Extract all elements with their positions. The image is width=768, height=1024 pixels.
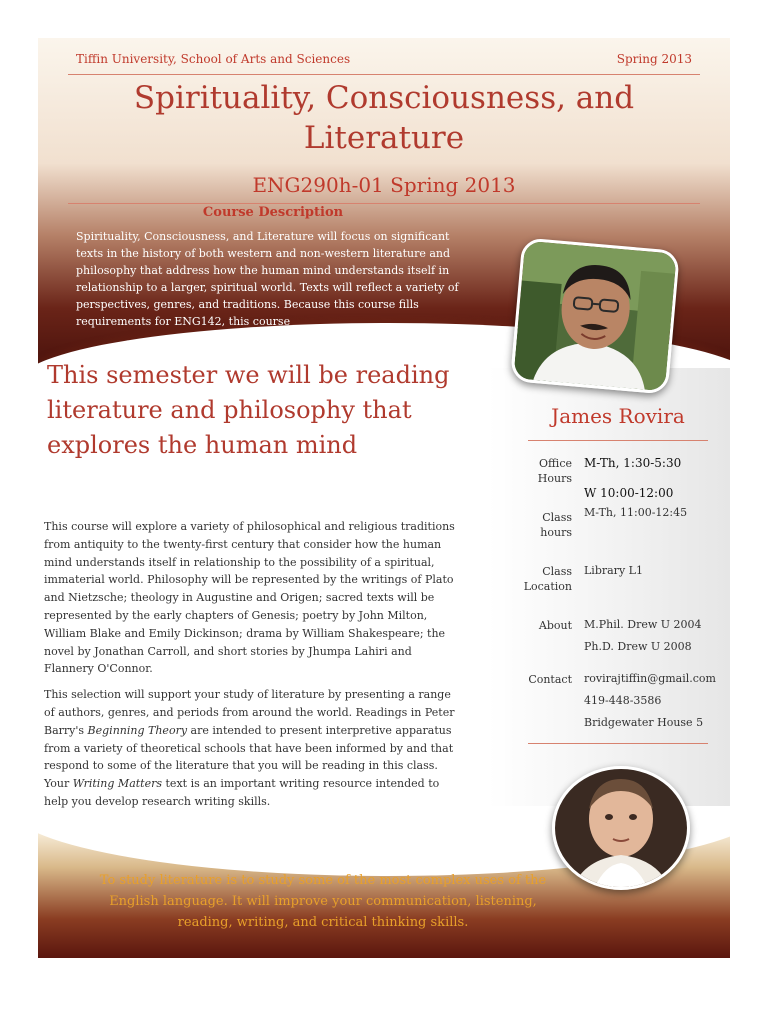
office-hours-value	[584, 452, 730, 504]
about-degree-2: Ph.D. Drew U 2008	[584, 640, 692, 653]
divider	[528, 743, 708, 744]
course-flyer	[38, 38, 730, 958]
body-paragraph-2	[44, 686, 464, 811]
about-degree-1: M.Phil. Drew U 2004	[584, 618, 702, 631]
book-title-beginning-theory: Beginning Theory	[87, 723, 188, 737]
book-title-writing-matters: Writing Matters	[72, 777, 163, 791]
course-title: Spirituality, Consciousness, and Literature	[133, 80, 635, 156]
portrait-illustration	[555, 769, 687, 887]
contact-phone: 419-448-3586	[584, 694, 662, 707]
course-body-text	[44, 518, 464, 819]
class-hours-label-line-1: Class	[542, 511, 572, 524]
header-line	[68, 52, 700, 75]
william-blake-portrait	[552, 766, 690, 890]
class-hours-label-line-2: hours	[540, 526, 572, 539]
body-paragraph-2-part-a: This selection will support your study of literature by presenting a range of authors, genres, and periods from around the world. Readings in Peter Barry's	[44, 688, 455, 737]
class-location-value: Library L1	[584, 564, 643, 577]
course-description-text	[76, 228, 476, 347]
body-paragraph-2-part-b: are intended to present interpretive apparatus from a variety of theoretical schools that have been informed by and that respond to some of the literature that you will be reading in this class. Your	[44, 723, 454, 791]
instructor-photo	[510, 237, 680, 394]
course-code: ENG290h-01 Spring 2013	[252, 173, 516, 197]
office-hours-value-1: M-Th, 1:30-5:30	[584, 456, 682, 470]
divider	[528, 440, 708, 441]
headline: This semester we will be reading literature and philosophy that explores the human mind	[47, 361, 450, 459]
class-hours-label	[512, 510, 572, 540]
instructor-name: James Rovira	[551, 404, 685, 428]
divider	[68, 203, 700, 204]
instructor-portrait-illustration	[513, 241, 676, 392]
course-description-last-line: will also teach research writing.	[186, 332, 366, 345]
closing-quote: To study literature is to study some of the most complex uses of the English language. It will improve your communication, listening, reading, writing, and critical thinking skills.	[99, 873, 547, 930]
office-hours-label-line-2: Hours	[537, 472, 572, 485]
body-paragraph-2-part-c: text is an important writing resource intended to help you develop research writing skills.	[44, 777, 440, 808]
class-location-label	[512, 564, 572, 594]
contact-office: Bridgewater House 5	[584, 716, 704, 729]
contact-value	[584, 668, 730, 734]
school-name: Tiffin University, School of Arts and Sciences	[76, 52, 351, 66]
office-hours-value-2: W 10:00-12:00	[584, 486, 674, 500]
term-label: Spring 2013	[616, 52, 692, 66]
class-location-label-line-2: Location	[523, 580, 572, 593]
class-hours-value: M-Th, 11:00-12:45	[584, 506, 688, 519]
office-hours-label	[512, 456, 572, 486]
office-hours-label-line-1: Office	[538, 457, 572, 470]
about-label: About	[538, 619, 572, 632]
course-description-heading: Course Description	[202, 205, 344, 220]
class-location-label-line-1: Class	[542, 565, 572, 578]
contact-label: Contact	[528, 673, 572, 686]
body-paragraph-1: This course will explore a variety of philosophical and religious traditions from antiquity to the twenty-first century that consider how the human mind understands itself in relationship to the possibility of a spiritual, immaterial world. Philosophy will be represented by the writings of Plato and Nietzsche; theology in Augustine and Origen; sacred texts will be represented by the early chapters of Genesis; poetry by John Milton, William Blake and Emily Dickinson; drama by William Shakespeare; the novel by Jonathan Carroll, and short stories by Jhumpa Lahiri and Flannery O'Connor.	[44, 520, 455, 676]
course-description-body: Spirituality, Consciousness, and Literature will focus on significant texts in the history of both western and non-western literature and philosophy that address how the human mind understands itself in relationship to a larger, spiritual world. Texts will reflect a variety of perspectives, genres, and traditions. Because this course fills requirements for ENG142, this course	[76, 230, 459, 328]
contact-email: rovirajtiffin@gmail.com	[584, 672, 716, 685]
about-value	[584, 614, 730, 658]
